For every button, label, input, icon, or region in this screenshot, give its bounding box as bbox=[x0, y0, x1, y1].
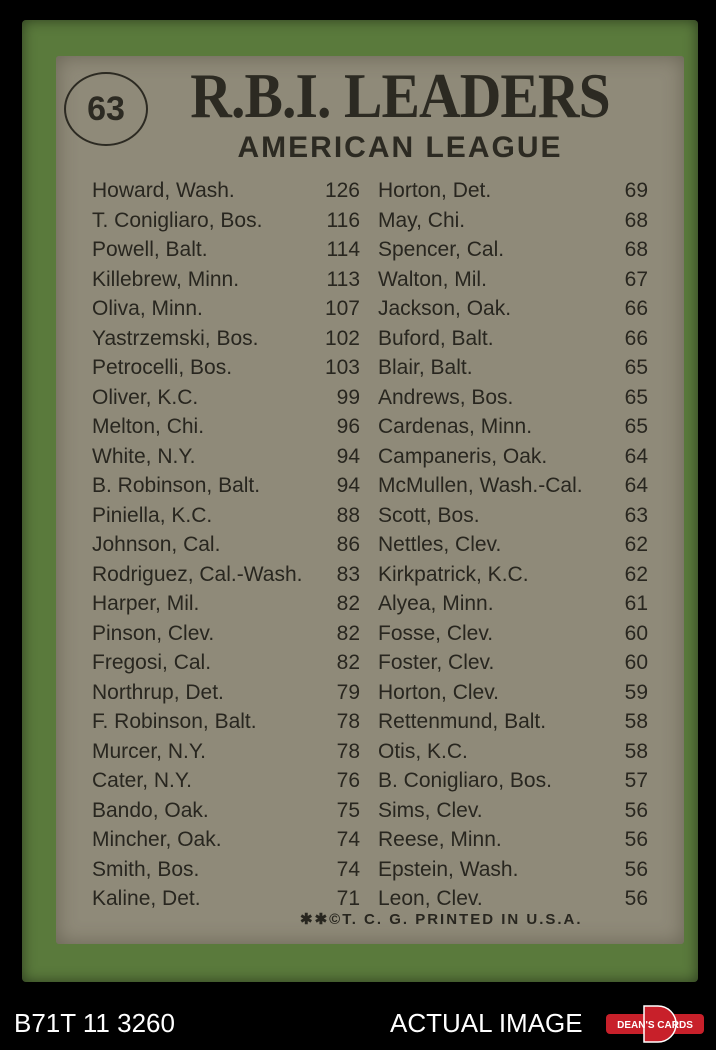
rbi-value: 56 bbox=[624, 828, 648, 851]
leader-row bbox=[378, 766, 648, 796]
leader-row bbox=[378, 825, 648, 855]
rbi-value: 83 bbox=[336, 562, 360, 586]
deans-cards-logo bbox=[606, 1004, 704, 1044]
rbi-value: 96 bbox=[336, 415, 360, 438]
leader-row bbox=[92, 353, 360, 383]
rbi-value: 82 bbox=[336, 651, 360, 674]
leader-row bbox=[378, 707, 648, 737]
rbi-value: 94 bbox=[336, 444, 360, 468]
rbi-value: 68 bbox=[624, 238, 648, 261]
rbi-value: 99 bbox=[336, 385, 360, 409]
leader-row bbox=[378, 678, 648, 708]
player-name: Powell, Balt. bbox=[92, 238, 208, 261]
rbi-value: 113 bbox=[326, 267, 360, 291]
rbi-value: 74 bbox=[336, 828, 360, 851]
leader-row bbox=[92, 265, 360, 295]
leader-row bbox=[92, 648, 360, 678]
leader-row bbox=[92, 471, 360, 501]
rbi-value: 78 bbox=[336, 739, 360, 763]
leader-row bbox=[378, 737, 648, 767]
leader-row bbox=[378, 324, 648, 354]
leader-row bbox=[92, 442, 360, 472]
rbi-value: 116 bbox=[326, 208, 360, 232]
right-leaders-list bbox=[378, 176, 648, 914]
leader-row bbox=[92, 176, 360, 206]
player-name: Piniella, K.C. bbox=[92, 503, 213, 527]
player-name: White, N.Y. bbox=[92, 444, 196, 468]
leader-row bbox=[378, 619, 648, 649]
player-name: Leon, Clev. bbox=[378, 887, 483, 910]
leader-row bbox=[92, 294, 360, 324]
player-name: Oliva, Minn. bbox=[92, 297, 203, 320]
player-name: B. Robinson, Balt. bbox=[92, 474, 261, 497]
player-name: B. Conigliaro, Bos. bbox=[378, 769, 552, 792]
player-name: Johnson, Cal. bbox=[92, 533, 221, 556]
player-name: Smith, Bos. bbox=[92, 857, 200, 881]
player-name: Spencer, Cal. bbox=[378, 238, 505, 261]
player-name: Blair, Balt. bbox=[378, 356, 473, 379]
rbi-value: 62 bbox=[624, 533, 648, 556]
player-name: F. Robinson, Balt. bbox=[92, 710, 257, 733]
rbi-value: 62 bbox=[624, 562, 648, 586]
player-name: Cardenas, Minn. bbox=[378, 415, 533, 438]
player-name: McMullen, Wash.-Cal. bbox=[378, 474, 583, 497]
card-number: 63 bbox=[64, 72, 148, 146]
player-name: Northrup, Det. bbox=[92, 680, 224, 704]
rbi-value: 65 bbox=[624, 385, 648, 409]
player-name: Buford, Balt. bbox=[378, 326, 494, 350]
rbi-value: 61 bbox=[624, 592, 648, 615]
leader-row bbox=[378, 530, 648, 560]
rbi-value: 60 bbox=[624, 621, 648, 645]
player-name: Horton, Clev. bbox=[378, 680, 499, 704]
rbi-value: 103 bbox=[324, 356, 360, 379]
leader-row bbox=[92, 324, 360, 354]
player-name: May, Chi. bbox=[378, 208, 466, 232]
player-name: Kaline, Det. bbox=[92, 887, 201, 910]
rbi-value: 76 bbox=[336, 769, 360, 792]
rbi-value: 88 bbox=[336, 503, 360, 527]
rbi-value: 65 bbox=[624, 356, 648, 379]
player-name: Yastrzemski, Bos. bbox=[92, 326, 259, 350]
leader-row bbox=[378, 235, 648, 265]
left-leaders-list bbox=[92, 176, 360, 914]
player-name: Cater, N.Y. bbox=[92, 769, 192, 792]
leader-row bbox=[92, 501, 360, 531]
rbi-value: 82 bbox=[336, 621, 360, 645]
rbi-value: 57 bbox=[624, 769, 648, 792]
rbi-value: 78 bbox=[336, 710, 360, 733]
leader-row bbox=[378, 383, 648, 413]
leader-row bbox=[378, 855, 648, 885]
player-name: Oliver, K.C. bbox=[92, 385, 199, 409]
leader-row bbox=[92, 235, 360, 265]
player-name: Murcer, N.Y. bbox=[92, 739, 206, 763]
rbi-value: 75 bbox=[336, 798, 360, 822]
leader-row bbox=[378, 648, 648, 678]
listing-sku: B71T 11 3260 bbox=[14, 1008, 175, 1038]
player-name: Scott, Bos. bbox=[378, 503, 480, 527]
player-name: T. Conigliaro, Bos. bbox=[92, 208, 263, 232]
rbi-value: 64 bbox=[624, 474, 648, 497]
rbi-value: 114 bbox=[326, 238, 360, 261]
leader-row bbox=[92, 619, 360, 649]
leader-row bbox=[378, 796, 648, 826]
leader-row bbox=[92, 825, 360, 855]
player-name: Kirkpatrick, K.C. bbox=[378, 562, 529, 586]
rbi-value: 59 bbox=[624, 680, 648, 704]
leader-row bbox=[92, 707, 360, 737]
rbi-value: 107 bbox=[324, 297, 360, 320]
player-name: Alyea, Minn. bbox=[378, 592, 494, 615]
rbi-value: 56 bbox=[624, 857, 648, 881]
player-name: Horton, Det. bbox=[378, 179, 492, 202]
rbi-value: 69 bbox=[624, 179, 648, 202]
player-name: Otis, K.C. bbox=[378, 739, 468, 763]
leader-row bbox=[378, 412, 648, 442]
player-name: Rettenmund, Balt. bbox=[378, 710, 547, 733]
leader-row bbox=[92, 678, 360, 708]
rbi-value: 79 bbox=[336, 680, 360, 704]
rbi-value: 102 bbox=[324, 326, 360, 350]
rbi-value: 74 bbox=[336, 857, 360, 881]
logo-text: DEAN'S CARDS bbox=[617, 1020, 693, 1031]
player-name: Campaneris, Oak. bbox=[378, 444, 548, 468]
player-name: Nettles, Clev. bbox=[378, 533, 502, 556]
leader-row bbox=[92, 383, 360, 413]
player-name: Harper, Mil. bbox=[92, 592, 200, 615]
leader-row bbox=[92, 560, 360, 590]
actual-image-label: ACTUAL IMAGE bbox=[390, 1008, 583, 1038]
rbi-value: 71 bbox=[336, 887, 360, 910]
leader-row bbox=[92, 530, 360, 560]
card-title: R.B.I. LEADERS bbox=[190, 60, 610, 131]
leader-row bbox=[378, 560, 648, 590]
rbi-value: 64 bbox=[624, 444, 648, 468]
rbi-value: 58 bbox=[624, 710, 648, 733]
leader-row bbox=[92, 737, 360, 767]
rbi-value: 60 bbox=[624, 651, 648, 674]
leader-row bbox=[378, 501, 648, 531]
player-name: Foster, Clev. bbox=[378, 651, 495, 674]
player-name: Petrocelli, Bos. bbox=[92, 356, 233, 379]
leader-row bbox=[92, 796, 360, 826]
rbi-value: 67 bbox=[624, 267, 648, 291]
player-name: Mincher, Oak. bbox=[92, 828, 222, 851]
card-subtitle: AMERICAN LEAGUE bbox=[237, 131, 563, 164]
player-name: Killebrew, Minn. bbox=[92, 267, 240, 291]
player-name: Rodriguez, Cal.-Wash. bbox=[92, 562, 303, 586]
leader-row bbox=[378, 206, 648, 236]
rbi-value: 94 bbox=[336, 474, 360, 497]
copyright-footer: ✱✱©T. C. G. PRINTED IN U.S.A. bbox=[300, 911, 583, 928]
player-name: Reese, Minn. bbox=[378, 828, 502, 851]
player-name: Epstein, Wash. bbox=[378, 857, 519, 881]
player-name: Bando, Oak. bbox=[92, 798, 209, 822]
leader-row bbox=[92, 855, 360, 885]
player-name: Howard, Wash. bbox=[92, 179, 235, 202]
player-name: Andrews, Bos. bbox=[378, 385, 514, 409]
rbi-value: 82 bbox=[336, 592, 360, 615]
leader-row bbox=[378, 176, 648, 206]
rbi-value: 126 bbox=[324, 179, 360, 202]
leader-row bbox=[378, 471, 648, 501]
leader-row bbox=[92, 766, 360, 796]
leader-row bbox=[92, 206, 360, 236]
rbi-value: 66 bbox=[624, 326, 648, 350]
leader-row bbox=[378, 589, 648, 619]
leader-row bbox=[378, 353, 648, 383]
rbi-value: 65 bbox=[624, 415, 648, 438]
rbi-value: 56 bbox=[624, 887, 648, 910]
leader-row bbox=[378, 442, 648, 472]
rbi-value: 58 bbox=[624, 739, 648, 763]
leader-row bbox=[378, 265, 648, 295]
player-name: Walton, Mil. bbox=[378, 267, 487, 291]
player-name: Jackson, Oak. bbox=[378, 297, 512, 320]
rbi-value: 63 bbox=[624, 503, 648, 527]
rbi-value: 66 bbox=[624, 297, 648, 320]
player-name: Fosse, Clev. bbox=[378, 621, 494, 645]
leader-row bbox=[378, 294, 648, 324]
leader-row bbox=[92, 589, 360, 619]
rbi-value: 68 bbox=[624, 208, 648, 232]
player-name: Fregosi, Cal. bbox=[92, 651, 212, 674]
rbi-value: 56 bbox=[624, 798, 648, 822]
rbi-value: 86 bbox=[336, 533, 360, 556]
player-name: Melton, Chi. bbox=[92, 415, 205, 438]
player-name: Sims, Clev. bbox=[378, 798, 483, 822]
player-name: Pinson, Clev. bbox=[92, 621, 215, 645]
leader-row bbox=[92, 412, 360, 442]
